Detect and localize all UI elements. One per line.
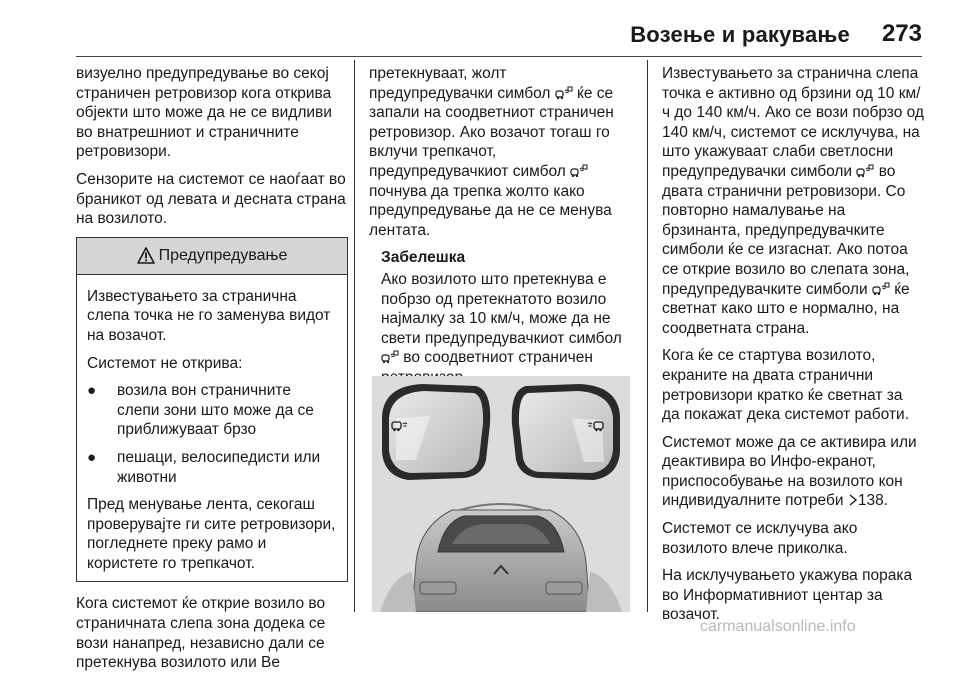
list-item-text: пешаци, велосипедисти или животни bbox=[117, 448, 321, 486]
paragraph: Сензорите на системот се наоѓаат во браникот од левата и десната страна на возилото. bbox=[76, 170, 346, 228]
list-item bbox=[87, 381, 337, 440]
blind-spot-car-icon bbox=[381, 350, 399, 364]
note-title: Забелешка bbox=[381, 249, 466, 267]
warning-box bbox=[76, 237, 348, 583]
warning-triangle-icon bbox=[137, 247, 155, 264]
text-run: во соодветниот страничен bbox=[403, 349, 593, 367]
warning-text: Системот не открива: bbox=[87, 354, 243, 372]
page-reference-link[interactable]: 138 bbox=[857, 492, 884, 510]
text-run: . bbox=[883, 492, 889, 510]
right-mirror bbox=[512, 384, 620, 480]
column-2 bbox=[369, 64, 633, 388]
blind-spot-car-icon bbox=[555, 86, 573, 100]
page-number: 273 bbox=[881, 20, 922, 47]
header-rule bbox=[76, 56, 922, 57]
paragraph: Кога системот ќе открие возило во страничната слепа зона додека се вози нанапред, независно дали се претекнува возилото или Ве bbox=[76, 595, 326, 672]
paragraph: На исклучувањето укажува порака во Информативниот центар за возачот. bbox=[662, 567, 913, 624]
warning-header bbox=[77, 238, 347, 275]
list-item bbox=[87, 448, 337, 487]
text-run: Известувањето за странична слепа точка е активно од брзини од 10 км/ч до 140 км/ч. Ако се вози побрзо од 140 км/ч, системот се исклучува, на што укажуваат слаби светлосни предупредувачки симболи bbox=[662, 65, 924, 180]
paragraph bbox=[662, 64, 924, 338]
list-item-text: возила вон страничните слепи зони што може да се приближуваат брзо bbox=[117, 382, 314, 439]
bullet-dot: ● bbox=[87, 382, 97, 400]
warning-text: Пред менување лента, секогаш проверувајте ги сите ретровизори, погледнете преку рамо и користете го трепкачот. bbox=[87, 496, 336, 572]
watermark: carmanualsonline.info bbox=[700, 618, 856, 635]
chapter-title: Возење и ракување bbox=[630, 22, 850, 47]
paragraph: Кога ќе се стартува возилото, екраните на двата странични ретровизори кратко ќе светнат за да покажат дека системот работи. bbox=[662, 347, 910, 424]
paragraph: визуелно предупредување во секој страничен ретровизор кога открива објекти што може да не се видливи во внатрешниот и страничните ретровизори. bbox=[76, 65, 332, 161]
column-1 bbox=[76, 64, 348, 681]
column-3 bbox=[662, 64, 924, 633]
blind-spot-car-icon bbox=[570, 164, 588, 178]
blind-spot-car-icon bbox=[856, 164, 874, 178]
text-run: почнува да трепка жолто како предупредување да не се менува лентата. bbox=[369, 182, 612, 239]
column-divider-right bbox=[647, 60, 648, 612]
text-run: претекнуваат, жолт предупредувачки симбол bbox=[369, 65, 555, 102]
warning-text: Известувањето за странична слепа точка не го заменува видот на возачот. bbox=[87, 287, 331, 344]
text-run: во двата странични ретровизори. Со повторно намалување на брзинанта, предупредувачките симболи ќе се изгаснат. Ако потоа се открие возило во слепата зона, предупредувачките симболи bbox=[662, 162, 910, 298]
note-block bbox=[381, 248, 633, 387]
paragraph bbox=[662, 433, 924, 511]
arrow-right-icon bbox=[848, 493, 858, 507]
text-run: Системот може да се активира или деактивира во Инфо-екранот, приспособување на возилото кон индивидуалните потреби bbox=[662, 433, 917, 510]
warning-title: Предупредување bbox=[158, 246, 288, 264]
left-mirror bbox=[382, 384, 490, 480]
note-text bbox=[381, 270, 633, 388]
paragraph bbox=[369, 64, 633, 240]
paragraph: Системот се исклучува ако возилото влече приколка. bbox=[662, 520, 858, 557]
blind-spot-car-icon bbox=[872, 282, 890, 296]
column-divider-left bbox=[354, 60, 355, 612]
mirror-illustration bbox=[372, 376, 630, 612]
text-run: ќе се запали на соодветниот страничен ретровизор. Ако возачот тогаш го вклучи трепкачот, предупредувачкиот симбол bbox=[369, 84, 614, 180]
text-run: Ако возилото што претекнува е побрзо од претекнатото возило најмалку за 10 км/ч, може да не свети предупредувачкиот симбол bbox=[381, 270, 622, 347]
page-header bbox=[0, 0, 960, 56]
bullet-dot: ● bbox=[87, 448, 97, 466]
text-run: ќе светнат како што е нормално, на соодветната страна. bbox=[662, 280, 910, 337]
